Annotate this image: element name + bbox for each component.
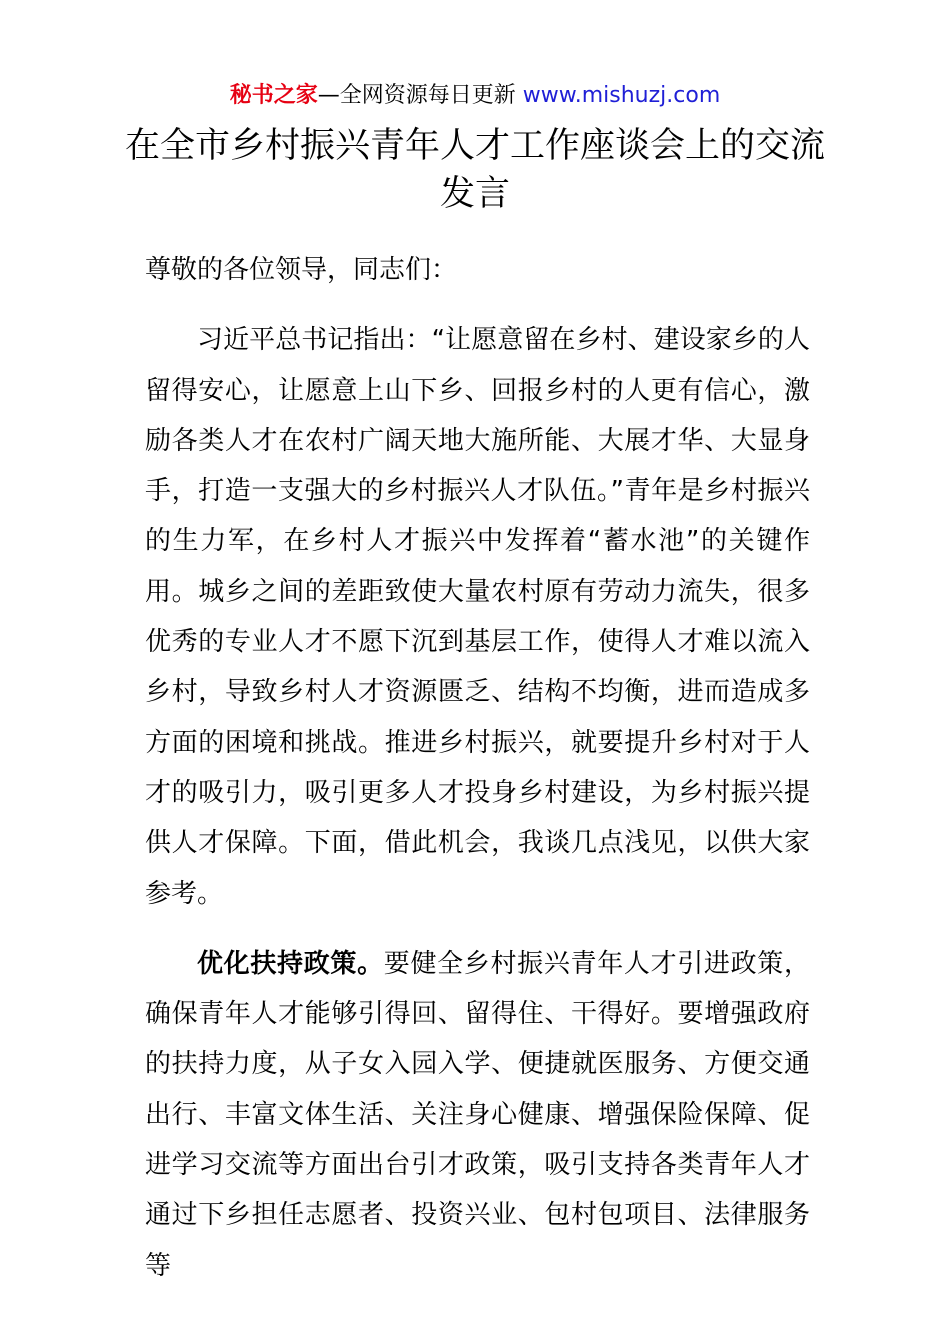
- paragraph-intro: 习近平总书记指出：“让愿意留在乡村、建设家乡的人留得安心，让愿意上山下乡、回报乡村的人更有信心，激励各类人才在农村广阔天地大施所能、大展才华、大显身手，打造一支强大的乡村振兴人才队伍。”青年是乡村振兴的生力军，在乡村人才振兴中发挥着“蓄水池”的关键作用。城乡之间的差距致使大量农村原有劳动力流失，很多优秀的专业人才不愿下沉到基层工作，使得人才难以流入乡村，导致乡村人才资源匮乏、结构不均衡，进而造成多方面的困境和挑战。推进乡村振兴，就要提升乡村对于人才的吸引力，吸引更多人才投身乡村建设，为乡村振兴提供人才保障。下面，借此机会，我谈几点浅见，以供大家参考。: [145, 325, 810, 909]
- salutation: 尊敬的各位领导，同志们：: [145, 255, 458, 285]
- site-header: [0, 80, 950, 112]
- paragraph-policy: [145, 939, 810, 1291]
- paragraph-policy-text: 要健全乡村振兴青年人才引进政策，确保青年人才能够引得回、留得住、干得好。要增强政府的扶持力度，从子女入园入学、便捷就医服务、方便交通出行、丰富文体生活、关注身心健康、增强保险保障、促进学习交流等方面出台引才政策，吸引支持各类青年人才通过下乡担任志愿者、投资兴业、包村包项目、法律服务等: [145, 948, 810, 1281]
- site-url-link[interactable]: www.mishuzj.com: [522, 83, 721, 108]
- header-tagline: —全网资源每日更新: [317, 83, 516, 108]
- document-body: [145, 245, 810, 1291]
- brand-name: 秘书之家: [229, 83, 318, 108]
- paragraph-heading: 优化扶持政策。: [197, 948, 384, 979]
- document-title: 在全市乡村振兴青年人才工作座谈会上的交流发言: [124, 126, 825, 214]
